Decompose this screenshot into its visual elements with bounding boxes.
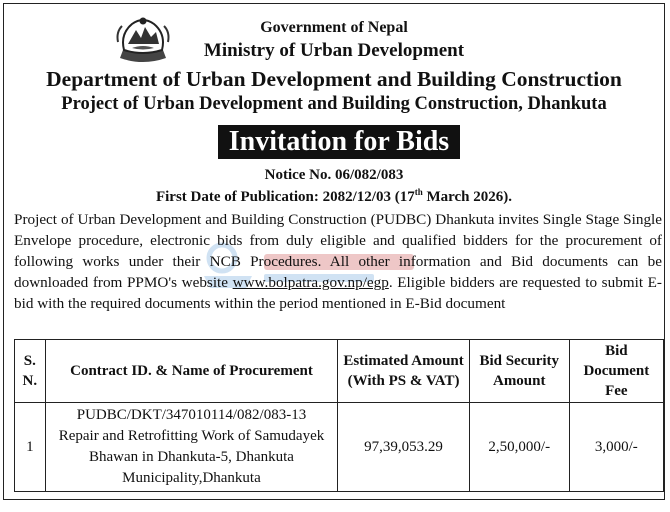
procurement-name: Repair and Retrofitting Work of Samudayek Bhawan in Dhankuta-5, Dhankuta Municipality,Dhankuta [58,428,325,486]
contract-id: PUDBC/DKT/347010114/082/083-13 [76,407,307,423]
header-sn: S. N. [15,340,46,403]
notice-number: Notice No. 06/082/083 [264,167,404,183]
bolpatra-link[interactable]: www.bolpatra.gov.np/egp [232,274,389,291]
header-document-fee: Bid Document Fee [569,340,663,403]
row-bid-security: 2,50,000/- [469,403,569,492]
header-estimated-amount: Estimated Amount (With PS & VAT) [338,340,469,403]
row-estimated-amount: 97,39,053.29 [338,403,469,492]
table-row [15,403,664,492]
notice-title: Invitation for Bids [218,125,460,159]
row-sn: 1 [15,403,46,492]
ministry-heading: Ministry of Urban Development [203,40,465,61]
government-heading: Government of Nepal [260,19,408,36]
publication-date: First Date of Publication: 2082/12/03 (17th March 2026). [155,187,513,205]
department-heading: Department of Urban Development and Building Construction [46,67,622,91]
procurement-table [14,339,664,492]
header-bid-security: Bid Security Amount [469,340,569,403]
notice-page [3,3,665,500]
invitation-paragraph: Project of Urban Development and Building Construction (PUDBC) Dhankuta invites Single Stage Single Envelope procedure, electronic bids from duly eligible and qualified bidders for the procurement of following works under their NCB Procedures. All other information and Bid documents can be downloaded from PPMO's website www.bolpatra.gov.np/egp. Eligible bidders are requested to submit E-bid with the required documents within the period mentioned in E-Bid document [14,211,662,312]
table-header-row [15,340,664,403]
project-heading: Project of Urban Development and Building Construction, Dhankuta [61,94,607,114]
row-document-fee: 3,000/- [569,403,663,492]
header-contract: Contract ID. & Name of Procurement [45,340,338,403]
row-contract [45,403,338,492]
